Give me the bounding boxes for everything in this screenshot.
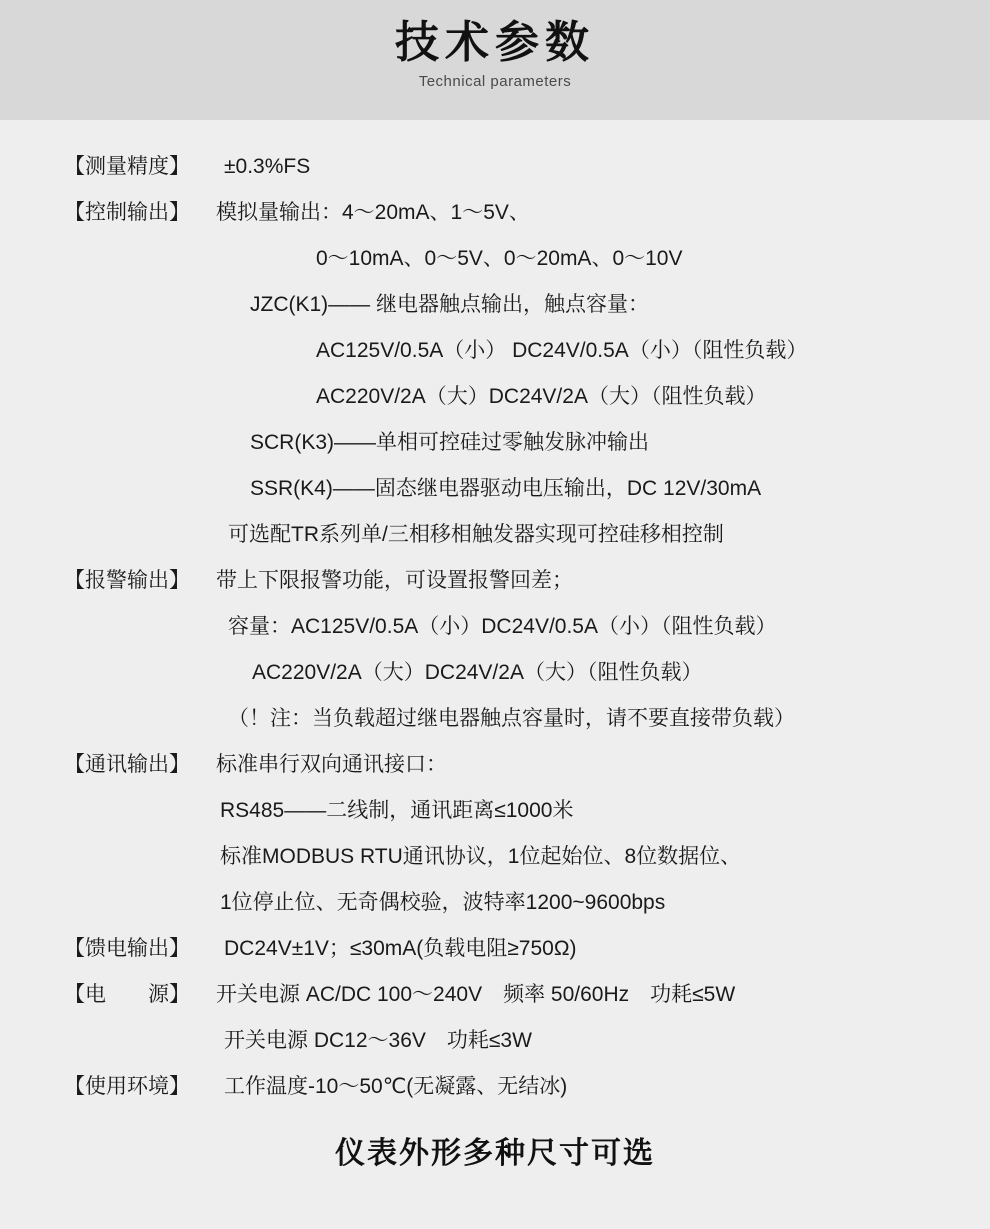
spec-continuation <box>0 696 990 742</box>
spec-continuation <box>0 466 990 512</box>
specification-list <box>0 120 990 1110</box>
spec-value: （！注：当负载超过继电器触点容量时，请不要直接带负载） <box>228 707 795 730</box>
spacer <box>64 788 216 834</box>
spec-value: 1位停止位、无奇偶校验，波特率1200~9600bps <box>220 891 666 914</box>
spec-continuation <box>0 650 990 696</box>
spec-label: 【控制输出】 <box>64 201 190 224</box>
spec-value: 开关电源 DC12～36V 功耗≤3W <box>224 1029 532 1052</box>
spec-value: SSR(K4)——固态继电器驱动电压输出，DC 12V/30mA <box>250 477 762 500</box>
footer-heading: 仪表外形多种尺寸可选 <box>335 1137 655 1170</box>
spacer <box>64 834 216 880</box>
spacer <box>64 328 216 374</box>
spec-continuation <box>0 282 990 328</box>
spec-value: AC220V/2A（大）DC24V/2A（大）（阻性负载） <box>316 385 767 408</box>
spec-row <box>0 190 990 236</box>
spacer <box>64 236 216 282</box>
spec-row <box>0 558 990 604</box>
spec-continuation <box>0 880 990 926</box>
spec-value: 开关电源 AC/DC 100～240V 频率 50/60Hz 功耗≤5W <box>216 983 736 1006</box>
spacer <box>64 1018 216 1064</box>
spec-value: ±0.3%FS <box>224 155 311 178</box>
spec-label: 【通讯输出】 <box>64 753 190 776</box>
spec-value: 容量：AC125V/0.5A（小）DC24V/0.5A（小）（阻性负载） <box>228 615 777 638</box>
spec-value: 标准MODBUS RTU通讯协议，1位起始位、8位数据位、 <box>220 845 742 868</box>
spec-row <box>0 926 990 972</box>
spec-label: 【馈电输出】 <box>64 937 190 960</box>
spec-value: 标准串行双向通讯接口： <box>216 753 447 776</box>
spec-value: 工作温度-10～50℃(无凝露、无结冰) <box>224 1075 568 1098</box>
spec-continuation <box>0 374 990 420</box>
page-title: 技术参数 <box>395 18 595 67</box>
spec-label: 【测量精度】 <box>64 155 190 178</box>
spec-continuation <box>0 1018 990 1064</box>
spec-continuation <box>0 328 990 374</box>
spec-continuation <box>0 604 990 650</box>
spacer <box>64 696 216 742</box>
spec-value: JZC(K1)—— 继电器触点输出，触点容量： <box>250 293 649 316</box>
spec-row <box>0 742 990 788</box>
spec-value: 0～10mA、0～5V、0～20mA、0～10V <box>316 247 683 270</box>
page-subtitle: Technical parameters <box>418 72 572 90</box>
spec-row <box>0 1064 990 1110</box>
spec-value: 带上下限报警功能，可设置报警回差； <box>216 569 573 592</box>
spec-row <box>0 972 990 1018</box>
spacer <box>64 420 216 466</box>
spacer <box>64 282 216 328</box>
spec-continuation <box>0 512 990 558</box>
spec-row <box>0 144 990 190</box>
spec-value: DC24V±1V；≤30mA(负载电阻≥750Ω) <box>224 937 577 960</box>
page-header <box>0 0 990 120</box>
spacer <box>64 512 216 558</box>
spec-continuation <box>0 236 990 282</box>
spacer <box>64 466 216 512</box>
spec-value: RS485——二线制，通讯距离≤1000米 <box>220 799 574 822</box>
spec-continuation <box>0 420 990 466</box>
spec-continuation <box>0 788 990 834</box>
spacer <box>64 604 216 650</box>
spacer <box>64 650 216 696</box>
spacer <box>64 374 216 420</box>
spec-label: 【使用环境】 <box>64 1075 190 1098</box>
spacer <box>64 880 216 926</box>
spec-continuation <box>0 834 990 880</box>
spec-value: 模拟量输出：4～20mA、1～5V、 <box>216 201 530 224</box>
spec-value: 可选配TR系列单/三相移相触发器实现可控硅移相控制 <box>228 523 724 546</box>
spec-value: SCR(K3)——单相可控硅过零触发脉冲输出 <box>250 431 650 454</box>
spec-value: AC125V/0.5A（小） DC24V/0.5A（小）（阻性负载） <box>316 339 808 362</box>
spec-value: AC220V/2A（大）DC24V/2A（大）（阻性负载） <box>252 661 703 684</box>
spec-label: 【电 源】 <box>64 983 190 1006</box>
spec-label: 【报警输出】 <box>64 569 190 592</box>
